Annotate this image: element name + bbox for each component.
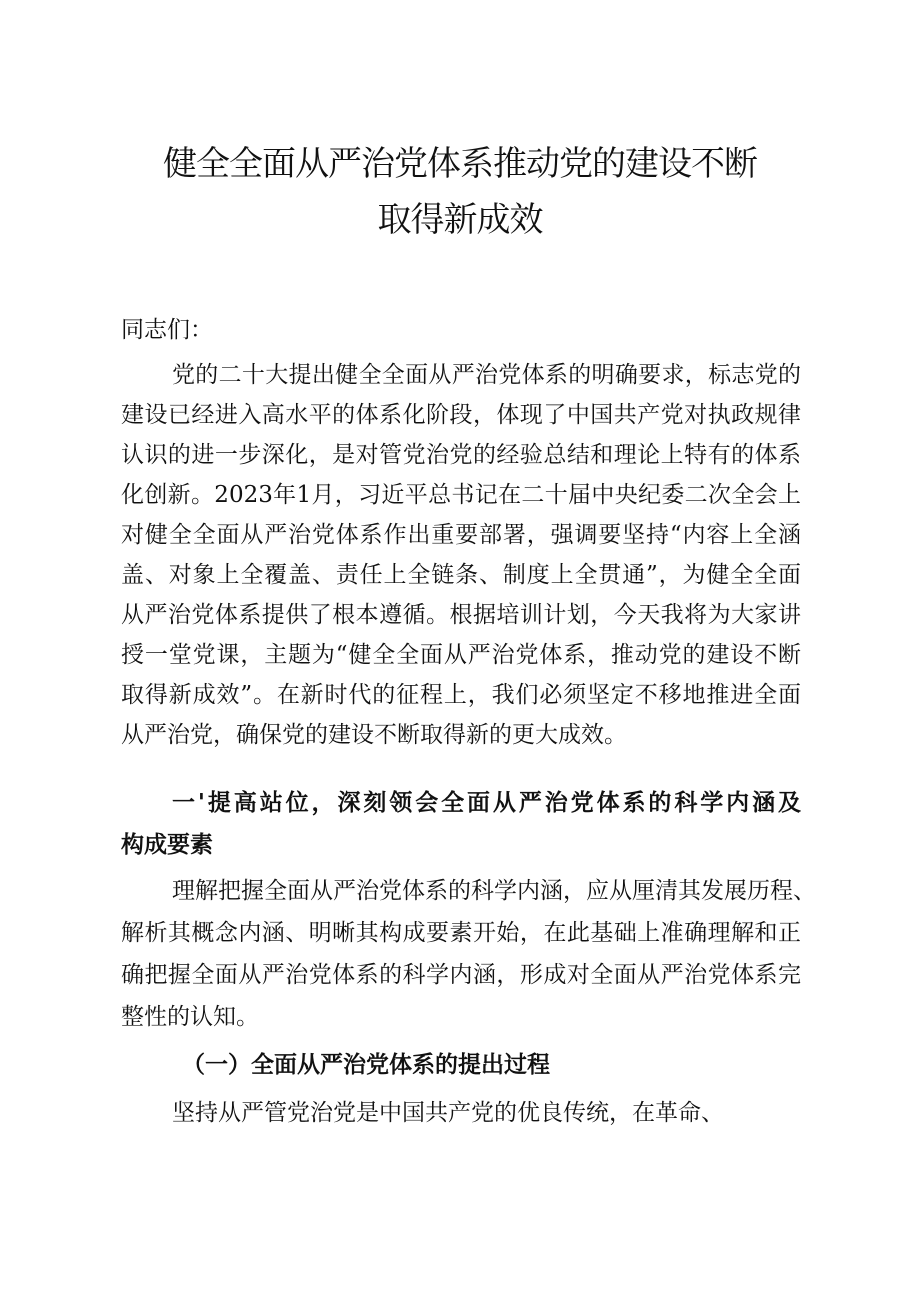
intro-paragraph-line: 建设已经进入高水平的体系化阶段，体现了中国共产党对执政规律 — [121, 402, 801, 428]
intro-paragraph-line: 授一堂党课，主题为“健全全面从严治党体系，推动党的建设不断 — [121, 642, 801, 668]
intro-paragraph-line: 取得新成效”。在新时代的征程上，我们必须坚定不移地推进全面 — [121, 682, 801, 708]
intro-paragraph-line: 党的二十大提出健全全面从严治党体系的明确要求，标志党的 — [172, 362, 801, 388]
intro-paragraph-line: 对健全全面从严治党体系作出重要部署，强调要坚持“内容上全涵 — [121, 522, 801, 548]
subsection-one-paragraph-line: 坚持从严管党治党是中国共产党的优良传统，在革命、 — [172, 1100, 724, 1126]
intro-paragraph-line: 盖、对象上全覆盖、责任上全链条、制度上全贯通”，为健全全面 — [121, 562, 801, 588]
salutation: 同志们： — [121, 317, 213, 343]
subsection-one-heading: （一）全面从严治党体系的提出过程 — [182, 1051, 550, 1078]
section-one-heading-line: 一'提高站位，深刻领会全面从严治党体系的科学内涵及 — [172, 789, 801, 816]
section-one-paragraph-line: 整性的认知。 — [121, 1004, 259, 1030]
section-one-paragraph-line: 理解把握全面从严治党体系的科学内涵，应从厘清其发展历程、 — [172, 878, 816, 904]
document-title-line-1: 健全全面从严治党体系推动党的建设不断 — [163, 144, 757, 184]
intro-paragraph-line: 认识的进一步深化，是对管党治党的经验总结和理论上特有的体系 — [121, 442, 801, 468]
intro-paragraph-line: 化创新。2023年1月，习近平总书记在二十届中央纪委二次全会上 — [121, 482, 801, 508]
intro-paragraph-line: 从严治党体系提供了根本遵循。根据培训计划，今天我将为大家讲 — [121, 602, 801, 628]
section-one-heading-line: 构成要素 — [121, 831, 213, 858]
section-one-paragraph-line: 确把握全面从严治党体系的科学内涵，形成对全面从严治党体系完 — [121, 962, 801, 988]
document-title-line-2: 取得新成效 — [377, 200, 543, 240]
section-one-paragraph-line: 解析其概念内涵、明晰其构成要素开始，在此基础上准确理解和正 — [121, 920, 801, 946]
intro-paragraph-line: 从严治党，确保党的建设不断取得新的更大成效。 — [121, 722, 627, 748]
